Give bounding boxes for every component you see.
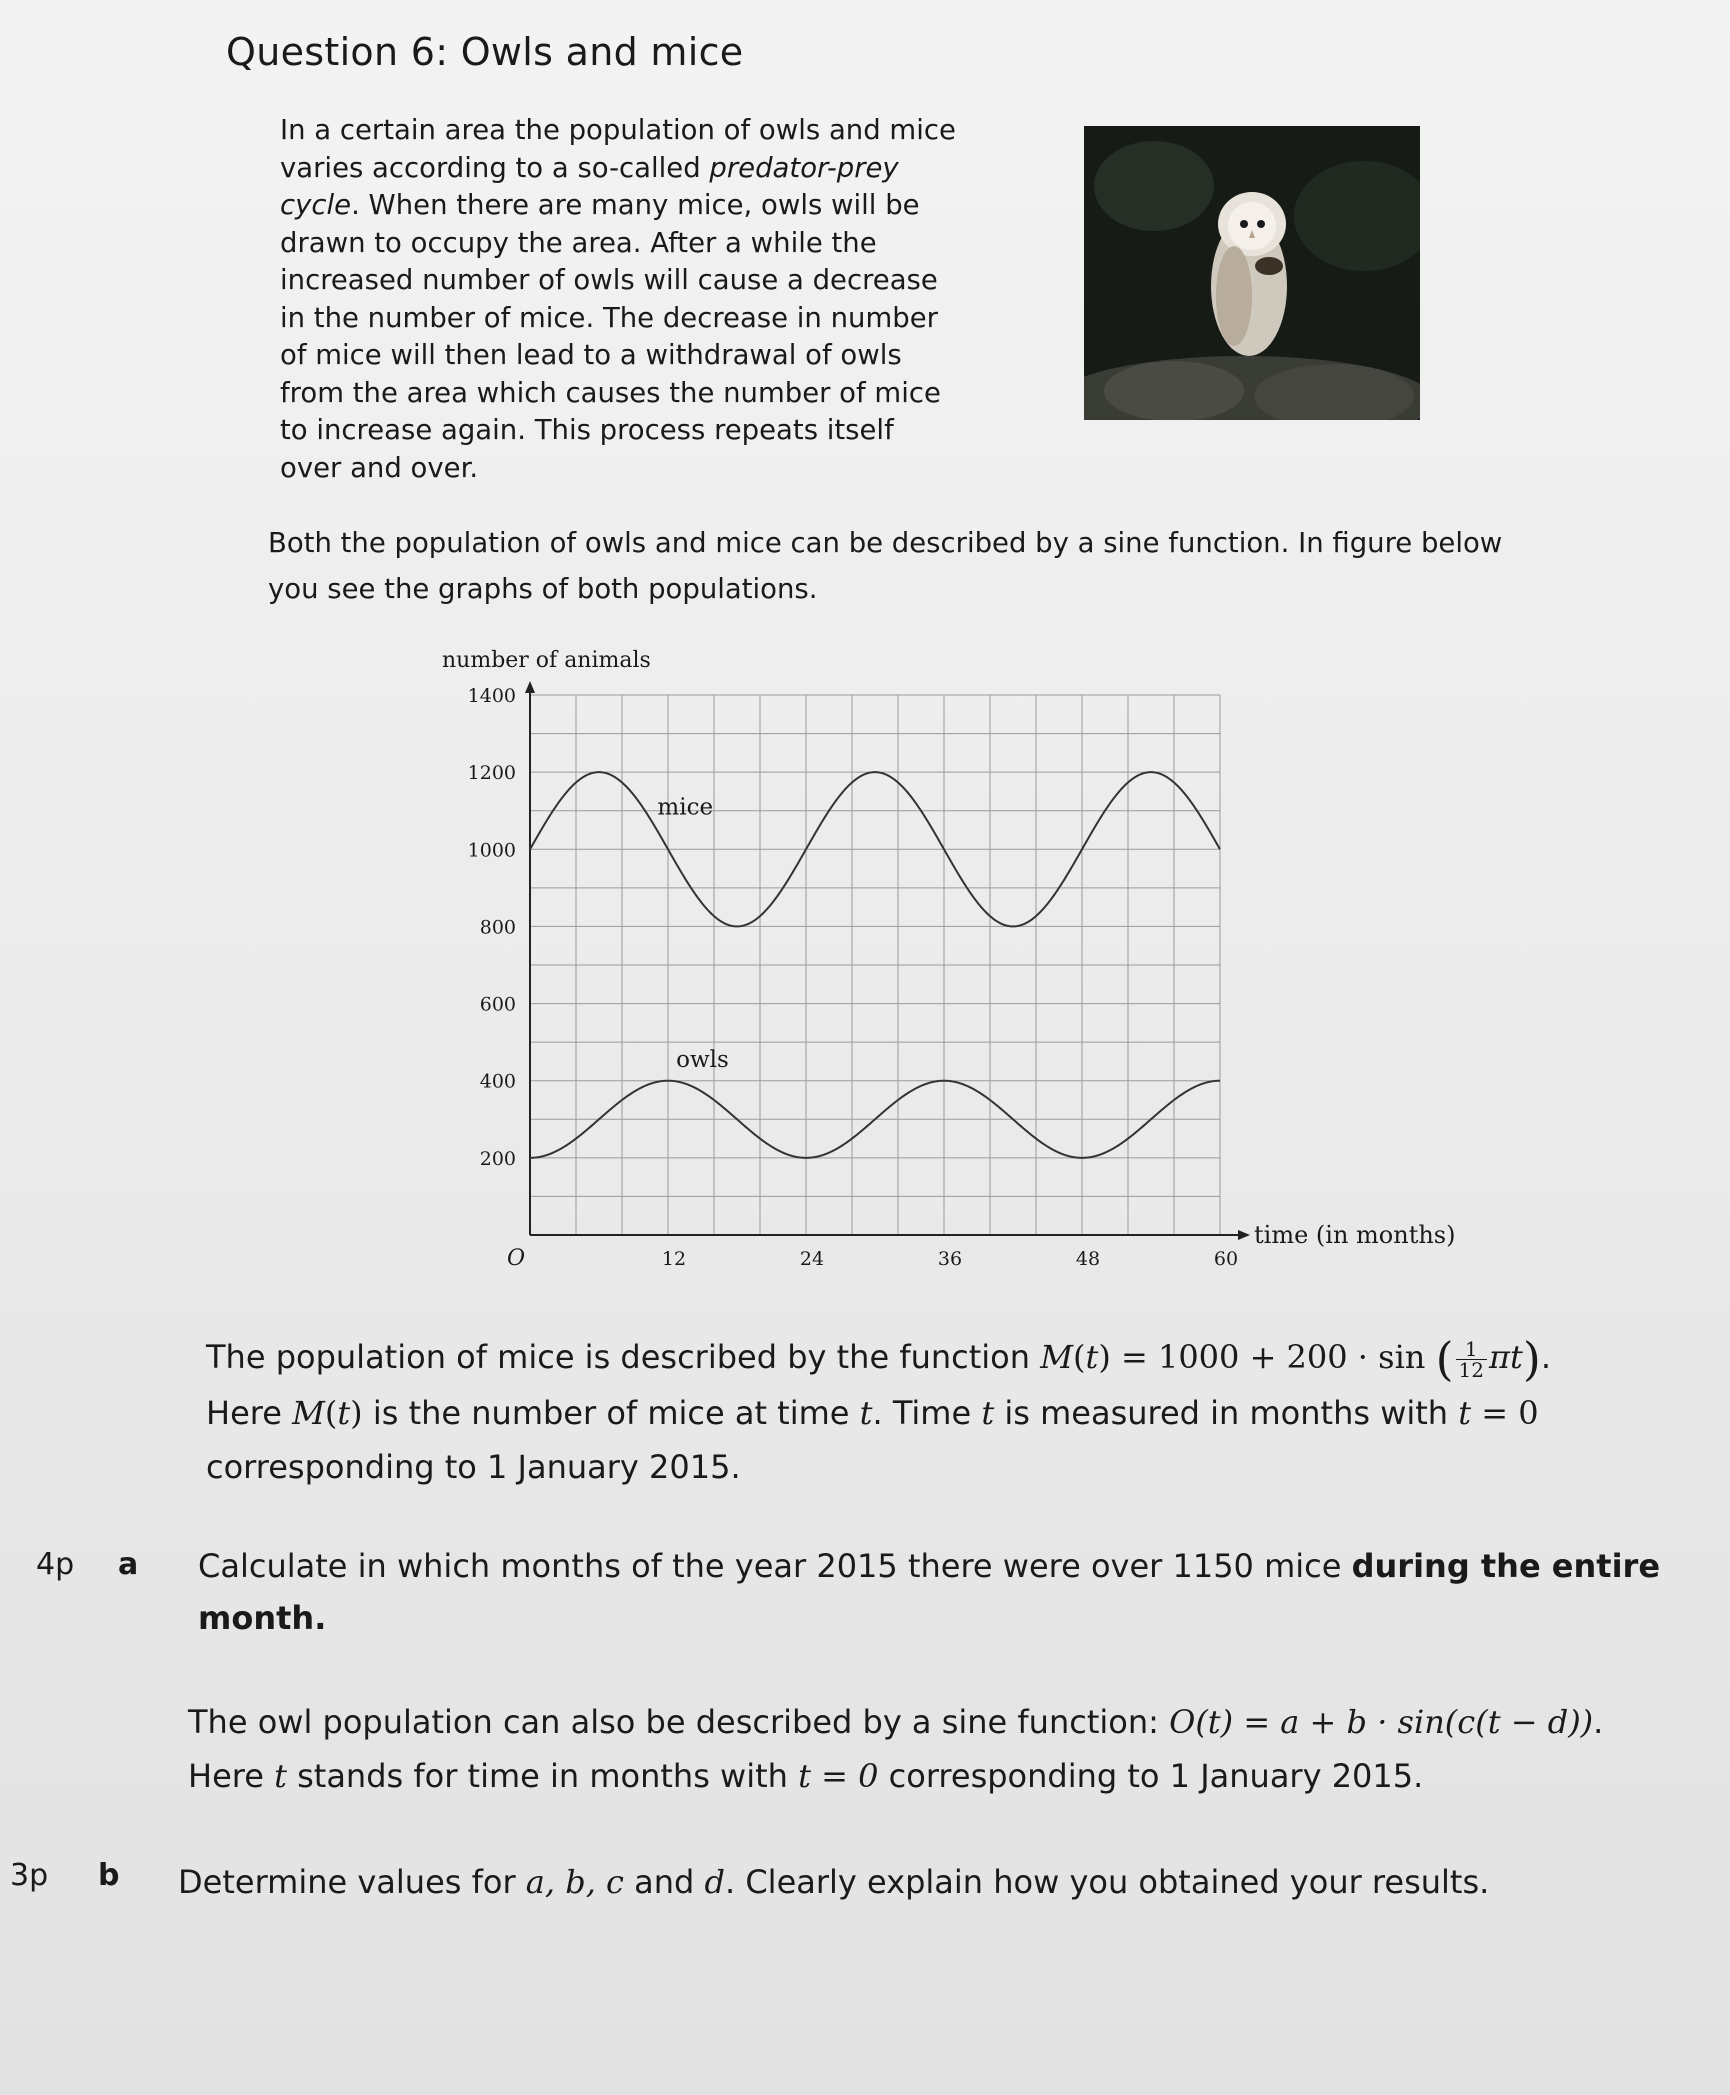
x-tick-label: 36 <box>937 1248 963 1270</box>
intro-text-end: . When there are many mice, owls will be drawn to occupy the area. After a while the increased number of owls will cause a decrease in the number of mice. The decrease in number of mice will then lead to a withdrawal of owls from the area which causes the number of mice to increase again. This process repeats itself over and over. <box>280 189 941 484</box>
x-tick-label: 48 <box>1075 1248 1101 1270</box>
line2-var-t2: t <box>981 1394 995 1432</box>
chart-axes <box>525 681 1250 1240</box>
population-chart <box>420 645 1480 1285</box>
part-b-question <box>178 1856 1678 1908</box>
owl-lead: The owl population can also be described by a sine function: <box>188 1703 1170 1741</box>
owl-photo <box>1084 126 1420 420</box>
origin-label: O <box>506 1246 526 1271</box>
owl-formula: O(t) = a + b · sin(c(t − d)) <box>1169 1703 1594 1741</box>
part-b-var-d: d <box>704 1863 725 1901</box>
formula-fn-name: M <box>1040 1338 1073 1376</box>
part-b-text-before: Determine values for <box>178 1863 526 1901</box>
part-b-and: and <box>623 1863 705 1901</box>
series-label-owls: owls <box>676 1047 729 1074</box>
chart-labels <box>442 648 1455 1271</box>
part-b-text-after: . Clearly explain how you obtained your results. <box>724 1863 1490 1901</box>
intro-text-start: In a certain area the population of owls and mice varies according to a so-called <box>280 114 956 184</box>
formula-fraction <box>1456 1336 1487 1382</box>
owl-formula-line <box>188 1695 1688 1749</box>
owl-formula-line2 <box>188 1749 1688 1803</box>
owl-line2-c: corresponding to 1 January 2015. <box>878 1757 1424 1795</box>
intro-paragraph <box>280 112 960 487</box>
y-tick-label: 1000 <box>467 839 516 862</box>
mice-formula-paragraph <box>206 1330 1586 1494</box>
formula-lead: The population of mice is described by the function <box>206 1338 1041 1376</box>
owl-line2-eq: t = 0 <box>798 1757 879 1795</box>
part-a-bold: during the entire <box>1351 1547 1661 1585</box>
part-a-question <box>198 1540 1678 1644</box>
part-b-vars: a, b, c <box>525 1863 624 1901</box>
y-tick-label: 600 <box>479 993 516 1016</box>
y-axis-label: number of animals <box>442 648 651 673</box>
line2-text-a: Here <box>206 1394 293 1432</box>
owl-line2-b: stands for time in months with <box>286 1757 799 1795</box>
fraction-numerator: 1 <box>1456 1339 1487 1360</box>
owl-formula-paragraph <box>188 1695 1688 1803</box>
owl-illustration <box>1084 126 1420 420</box>
line2-var-t1: t <box>859 1394 873 1432</box>
x-tick-label: 60 <box>1213 1248 1239 1270</box>
x-axis-arrow <box>1238 1230 1250 1240</box>
line2-fn-var: t <box>337 1394 351 1432</box>
owl-line2-t: t <box>274 1757 287 1795</box>
x-tick-label: 24 <box>799 1248 825 1270</box>
part-a-points: 4p <box>36 1547 75 1582</box>
series-label-mice: mice <box>657 794 714 821</box>
part-a-letter: a <box>118 1547 139 1582</box>
y-axis-arrow <box>525 681 535 693</box>
line2-var-t3: t <box>1458 1394 1472 1432</box>
line2-text-d: is measured in months with <box>994 1394 1459 1432</box>
formula-equals: = 1000 + 200 · sin <box>1110 1338 1426 1376</box>
description-paragraph: Both the population of owls and mice can be described by a sine function. In figure below you see the graphs of both populations. <box>268 527 1503 605</box>
formula-pi-t: πt <box>1488 1338 1523 1376</box>
mice-formula-line2: Here M(t) is the number of mice at time t. Time t is measured in months with t = 0 <box>206 1394 1539 1432</box>
line2-fn-name: M <box>292 1394 325 1432</box>
mice-formula-line: The population of mice is described by the function M(t) = 1000 + 200 · sin ( $\frac{1}{12}$ πt). <box>206 1332 1551 1386</box>
y-tick-label: 1400 <box>467 685 516 707</box>
part-a-text: Calculate in which months of the year 2015 there were over 1150 mice <box>198 1547 1352 1585</box>
line2-text-c: . Time <box>872 1394 982 1432</box>
owl-line2-a: Here <box>188 1757 275 1795</box>
formula-end-dot: . <box>1540 1338 1551 1376</box>
chart-grid <box>530 695 1220 1235</box>
y-tick-label: 800 <box>479 916 516 939</box>
y-tick-label: 400 <box>479 1070 516 1093</box>
part-a-bold2: month. <box>198 1599 327 1637</box>
part-b-points: 3p <box>10 1858 49 1893</box>
y-tick-label: 200 <box>479 1147 516 1170</box>
line2-text-e: = 0 <box>1471 1394 1539 1432</box>
part-b-letter: b <box>98 1858 120 1893</box>
question-title: Question 6: Owls and mice <box>226 30 744 74</box>
intro-emphasis: predator-prey cycle <box>280 151 899 221</box>
fraction-denominator: 12 <box>1458 1357 1484 1382</box>
y-tick-label: 1200 <box>467 762 516 785</box>
line2-text-b: is the number of mice at time <box>362 1394 860 1432</box>
owl-end-dot: . <box>1593 1703 1604 1741</box>
mice-formula-line3: corresponding to 1 January 2015. <box>206 1448 741 1486</box>
formula-fn-var: t <box>1085 1338 1099 1376</box>
x-axis-label: time (in months) <box>1254 1221 1456 1249</box>
x-tick-label: 12 <box>661 1248 687 1270</box>
